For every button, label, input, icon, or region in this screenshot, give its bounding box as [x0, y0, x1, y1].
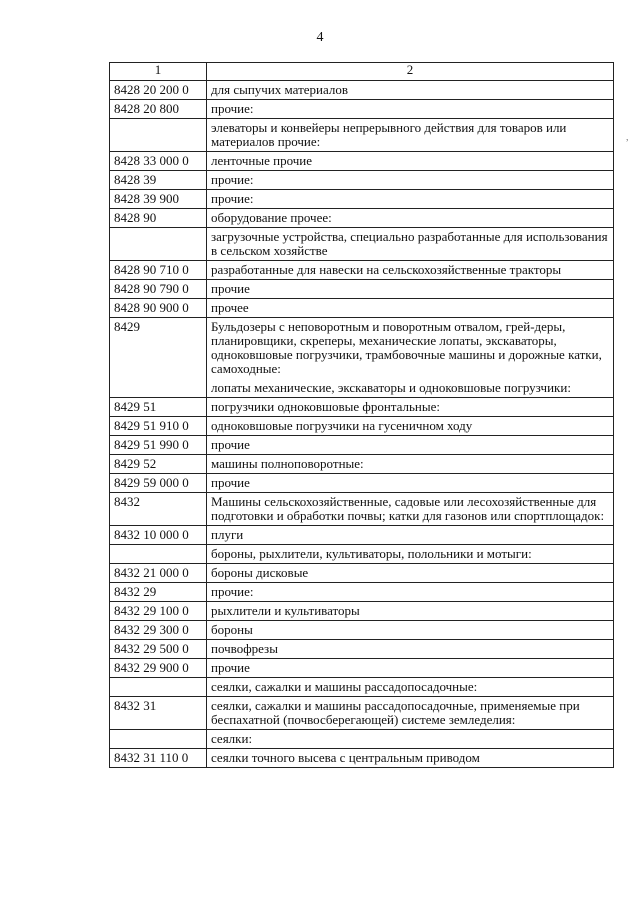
description-cell — [207, 621, 614, 640]
code-cell: 8432 29 500 0 — [110, 640, 207, 659]
description-text: прочие: — [211, 101, 254, 116]
code-cell: 8428 33 000 0 — [110, 152, 207, 171]
description-cell — [207, 493, 614, 526]
column-header-description: 2 — [207, 63, 614, 81]
table-row — [110, 749, 614, 768]
description-cell — [207, 119, 614, 152]
code-cell — [110, 228, 207, 261]
description-text: бороны дисковые — [211, 565, 309, 580]
description-cell — [207, 564, 614, 583]
description-text: лопаты механические, экскаваторы и одноковшовые погрузчики: — [211, 380, 571, 395]
description-cell — [207, 190, 614, 209]
table-row — [110, 228, 614, 261]
description-cell — [207, 436, 614, 455]
table-row — [110, 81, 614, 100]
code-cell: 8432 29 100 0 — [110, 602, 207, 621]
margin-mark: , — [626, 132, 629, 143]
description-text: прочие: — [211, 191, 254, 206]
description-text: сеялки точного высева с центральным приводом — [211, 750, 480, 765]
code-cell: 8432 31 110 0 — [110, 749, 207, 768]
table-row — [110, 583, 614, 602]
table-row — [110, 621, 614, 640]
code-cell: 8429 51 910 0 — [110, 417, 207, 436]
description-cell — [207, 659, 614, 678]
description-cell — [207, 545, 614, 564]
description-cell — [207, 81, 614, 100]
description-cell — [207, 697, 614, 730]
code-cell: 8429 52 — [110, 455, 207, 474]
table-row — [110, 417, 614, 436]
description-cell — [207, 152, 614, 171]
description-text: машины полноповоротные: — [211, 456, 364, 471]
table-row — [110, 171, 614, 190]
description-text: сеялки: — [211, 731, 253, 746]
code-cell — [110, 678, 207, 697]
description-cell — [207, 749, 614, 768]
description-text: прочие — [211, 475, 250, 490]
table-row — [110, 493, 614, 526]
description-cell — [207, 640, 614, 659]
code-cell: 8428 39 — [110, 171, 207, 190]
description-cell — [207, 526, 614, 545]
description-cell — [207, 678, 614, 697]
table-row — [110, 697, 614, 730]
table-row — [110, 455, 614, 474]
description-text: плуги — [211, 527, 244, 542]
description-cell — [207, 280, 614, 299]
table-row — [110, 474, 614, 493]
code-cell: 8432 — [110, 493, 207, 526]
description-cell — [207, 730, 614, 749]
description-text: оборудование прочее: — [211, 210, 332, 225]
description-text: прочие: — [211, 172, 254, 187]
description-cell — [207, 209, 614, 228]
description-text: прочие — [211, 281, 250, 296]
code-cell: 8432 29 900 0 — [110, 659, 207, 678]
table-row — [110, 299, 614, 318]
code-cell: 8432 31 — [110, 697, 207, 730]
description-text: Машины сельскохозяйственные, садовые или лесохозяйственные для подготовки и обработки почвы; катки для газонов или спортплощадок: — [211, 494, 605, 523]
description-cell — [207, 474, 614, 493]
table-row — [110, 261, 614, 280]
description-cell — [207, 100, 614, 119]
description-cell — [207, 417, 614, 436]
description-text: сеялки, сажалки и машины рассадопосадочные: — [211, 679, 478, 694]
table-row — [110, 659, 614, 678]
description-text: разработанные для навески на сельскохозяйственные тракторы — [211, 262, 562, 277]
tariff-code-table — [109, 62, 614, 768]
description-cell — [207, 261, 614, 280]
description-text: одноковшовые погрузчики на гусеничном ходу — [211, 418, 473, 433]
code-cell: 8429 51 — [110, 398, 207, 417]
description-text: рыхлители и культиваторы — [211, 603, 360, 618]
table-row — [110, 564, 614, 583]
description-text: загрузочные устройства, специально разработанные для использования в сельском хозяйстве — [211, 229, 608, 258]
code-cell: 8428 90 710 0 — [110, 261, 207, 280]
description-text: элеваторы и конвейеры непрерывного действия для товаров или материалов прочие: — [211, 120, 567, 149]
code-cell: 8428 90 900 0 — [110, 299, 207, 318]
description-cell — [207, 171, 614, 190]
description-text: прочие — [211, 437, 250, 452]
code-cell: 8429 — [110, 318, 207, 398]
code-cell: 8429 51 990 0 — [110, 436, 207, 455]
description-cell — [207, 398, 614, 417]
table-row — [110, 730, 614, 749]
code-cell: 8428 20 800 — [110, 100, 207, 119]
code-cell: 8429 59 000 0 — [110, 474, 207, 493]
code-cell: 8428 20 200 0 — [110, 81, 207, 100]
table-row — [110, 526, 614, 545]
table-row — [110, 398, 614, 417]
table-row — [110, 602, 614, 621]
table-row — [110, 119, 614, 152]
code-cell: 8428 39 900 — [110, 190, 207, 209]
table-row — [110, 100, 614, 119]
description-text: сеялки, сажалки и машины рассадопосадочные, применяемые при беспахатной (почвосберегающей) системе земледелия: — [211, 698, 580, 727]
table-row — [110, 318, 614, 398]
description-text: бороны — [211, 622, 253, 637]
description-text: прочее — [211, 300, 249, 315]
description-text: бороны, рыхлители, культиваторы, полольники и мотыги: — [211, 546, 532, 561]
code-cell — [110, 545, 207, 564]
description-cell — [207, 583, 614, 602]
description-text: Бульдозеры с неповоротным и поворотным отвалом, грей-деры, планировщики, скреперы, механические лопаты, экскаваторы, одноковшовые погрузчики, трамбовочные машины и дорожные катки, самоходные: — [211, 319, 602, 376]
description-cell — [207, 602, 614, 621]
table-row — [110, 678, 614, 697]
code-cell — [110, 119, 207, 152]
code-cell: 8428 90 790 0 — [110, 280, 207, 299]
code-cell: 8432 10 000 0 — [110, 526, 207, 545]
table-row — [110, 209, 614, 228]
table-row — [110, 152, 614, 171]
description-cell — [207, 455, 614, 474]
code-cell: 8432 29 — [110, 583, 207, 602]
table-row — [110, 280, 614, 299]
table-row — [110, 640, 614, 659]
table-header-row — [110, 63, 614, 81]
code-cell: 8432 29 300 0 — [110, 621, 207, 640]
description-text: ленточные прочие — [211, 153, 313, 168]
description-text: погрузчики одноковшовые фронтальные: — [211, 399, 440, 414]
code-cell — [110, 730, 207, 749]
code-cell: 8428 90 — [110, 209, 207, 228]
description-text: для сыпучих материалов — [211, 82, 349, 97]
description-cell — [207, 318, 614, 398]
table-row — [110, 190, 614, 209]
page-number: 4 — [316, 30, 324, 45]
description-cell — [207, 228, 614, 261]
table-row — [110, 436, 614, 455]
description-text: прочие: — [211, 584, 254, 599]
code-cell: 8432 21 000 0 — [110, 564, 207, 583]
table-row — [110, 545, 614, 564]
description-text: почвофрезы — [211, 641, 278, 656]
column-header-code: 1 — [110, 63, 207, 81]
description-cell — [207, 299, 614, 318]
description-text: прочие — [211, 660, 250, 675]
